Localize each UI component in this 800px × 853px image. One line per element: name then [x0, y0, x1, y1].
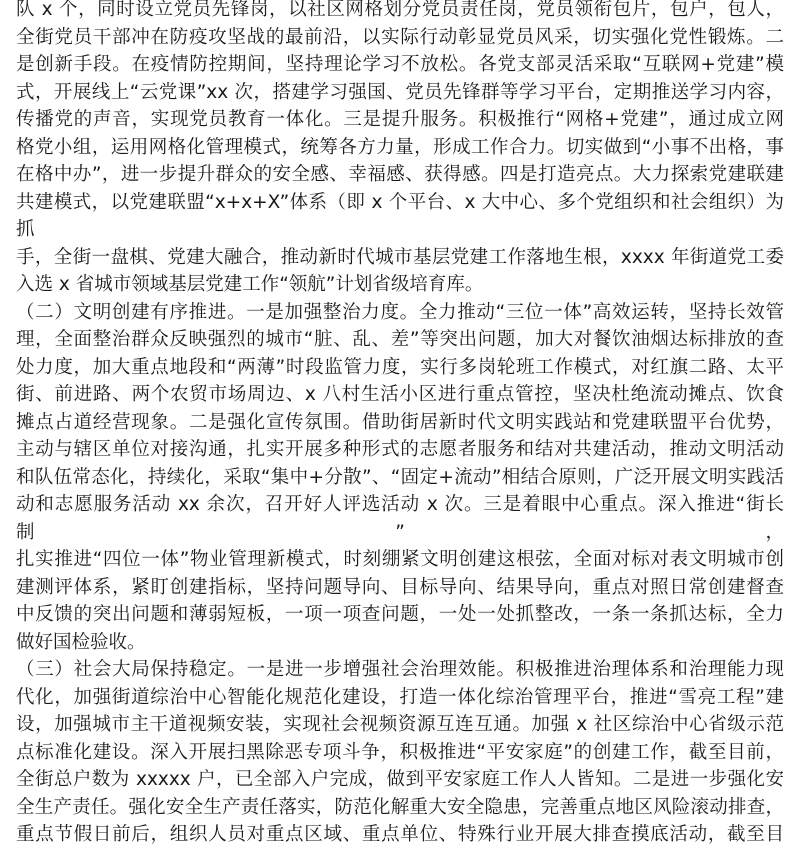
text-line: 式，开展线上“云党课”xx 次，搭建学习强国、党员先锋群等学习平台，定期推送学习内容， [16, 81, 784, 103]
text-line: 是创新手段。在疫情防控期间，坚持理论学习不放松。各党支部灵活采取“互联网+党建”模 [16, 54, 784, 75]
text-line: 全街总户数为 xxxxx 户，已全部入户完成，做到平安家庭工作人人皆知。二是进一步强化安 [16, 769, 784, 790]
text-line: 在格中办”，进一步提升群众的安全感、幸福感、获得感。四是打造亮点。大力探索党建联建 [16, 164, 784, 185]
text-line: 重点节假日前后，组织人员对重点区域、重点单位、特殊行业开展大排查摸底活动，截至目 [16, 824, 784, 845]
text-line: 中反馈的突出问题和薄弱短板，一项一项查问题，一处一处抓整改，一条一条抓达标，全力 [16, 604, 784, 625]
text-line: 格党小组，运用网格化管理模式，统筹各方力量，形成工作合力。切实做到“小事不出格，事 [16, 136, 784, 158]
text-line: 主动与辖区单位对接沟通，扎实开展多种形式的志愿者服务和结对共建活动，推动文明活动 [16, 439, 784, 460]
text-line: 全街党员干部冲在防疫攻坚战的最前沿，以实际行动彰显党员风采，切实强化党性锻炼。二 [16, 26, 784, 48]
text-line: 动和志愿服务活动 xx 余次，召开好人评选活动 x 次。三是着眼中心重点。深入推进“街长制”， [16, 494, 784, 543]
text-line: 共建模式，以党建联盟“x+x+X”体系（即 x 个平台、x 大中心、多个党组织和社会组织）为抓 [16, 191, 784, 240]
text-line: 队 x 个，同时设立党员先锋岗，以社区网格划分党员责任岗，党员领衔包片，包户，包人， [16, 0, 784, 20]
text-line: 街、前进路、两个农贸市场周边、x 八村生活小区进行重点管控，坚决杜绝流动摊点、饮食 [16, 384, 784, 405]
text-line: 做好国检验收。 [16, 631, 146, 653]
text-line: （三）社会大局保持稳定。一是进一步增强社会治理效能。积极推进治理体系和治理能力现 [16, 659, 784, 680]
text-line: 扎实推进“四位一体”物业管理新模式，时刻绷紧文明创建这根弦，全面对标对表文明城市创 [16, 549, 784, 570]
text-line: 手，全街一盘棋、党建大融合，推动新时代城市基层党建工作落地生根，xxxx 年街道党工委 [16, 246, 784, 268]
text-line: 和队伍常态化，持续化，采取“集中+分散”、“固定+流动”相结合原则，广泛开展文明实践活 [16, 466, 784, 488]
text-line: 建测评体系，紧盯创建指标，坚持问题导向、目标导向、结果导向，重点对照日常创建督查 [16, 576, 784, 598]
text-line: 摊点占道经营现象。二是强化宣传氛围。借助街居新时代文明实践站和党建联盟平台优势， [16, 411, 784, 433]
text-line: 理，全面整治群众反映强烈的城市“脏、乱、差”等突出问题，加大对餐饮油烟达标排放的查 [16, 329, 784, 350]
text-line: 设，加强城市主干道视频安装，实现社会视频资源互连互通。加强 x 社区综治中心省级示范 [16, 714, 784, 735]
text-line: （二）文明创建有序推进。一是加强整治力度。全力推动“三位一体”高效运转，坚持长效管 [16, 301, 784, 323]
text-line: 入选 x 省城市领域基层党建工作“领航”计划省级培育库。 [16, 274, 484, 295]
text-line: 点标准化建设。深入开展扫黑除恶专项斗争，积极推进“平安家庭”的创建工作，截至目前， [16, 741, 784, 763]
text-line: 全生产责任。强化安全生产责任落实，防范化解重大安全隐患，完善重点地区风险滚动排查， [16, 796, 784, 818]
text-line: 处力度，加大重点地段和“两薄”时段监管力度，实行多岗轮班工作模式，对红旗二路、太平 [16, 356, 784, 378]
text-line: 传播党的声音，实现党员教育一体化。三是提升服务。积极推行“网格+党建”，通过成立网 [16, 109, 784, 130]
text-line: 代化，加强街道综治中心智能化规范化建设，打造一体化综治管理平台，推进“雪亮工程”建 [16, 686, 784, 708]
